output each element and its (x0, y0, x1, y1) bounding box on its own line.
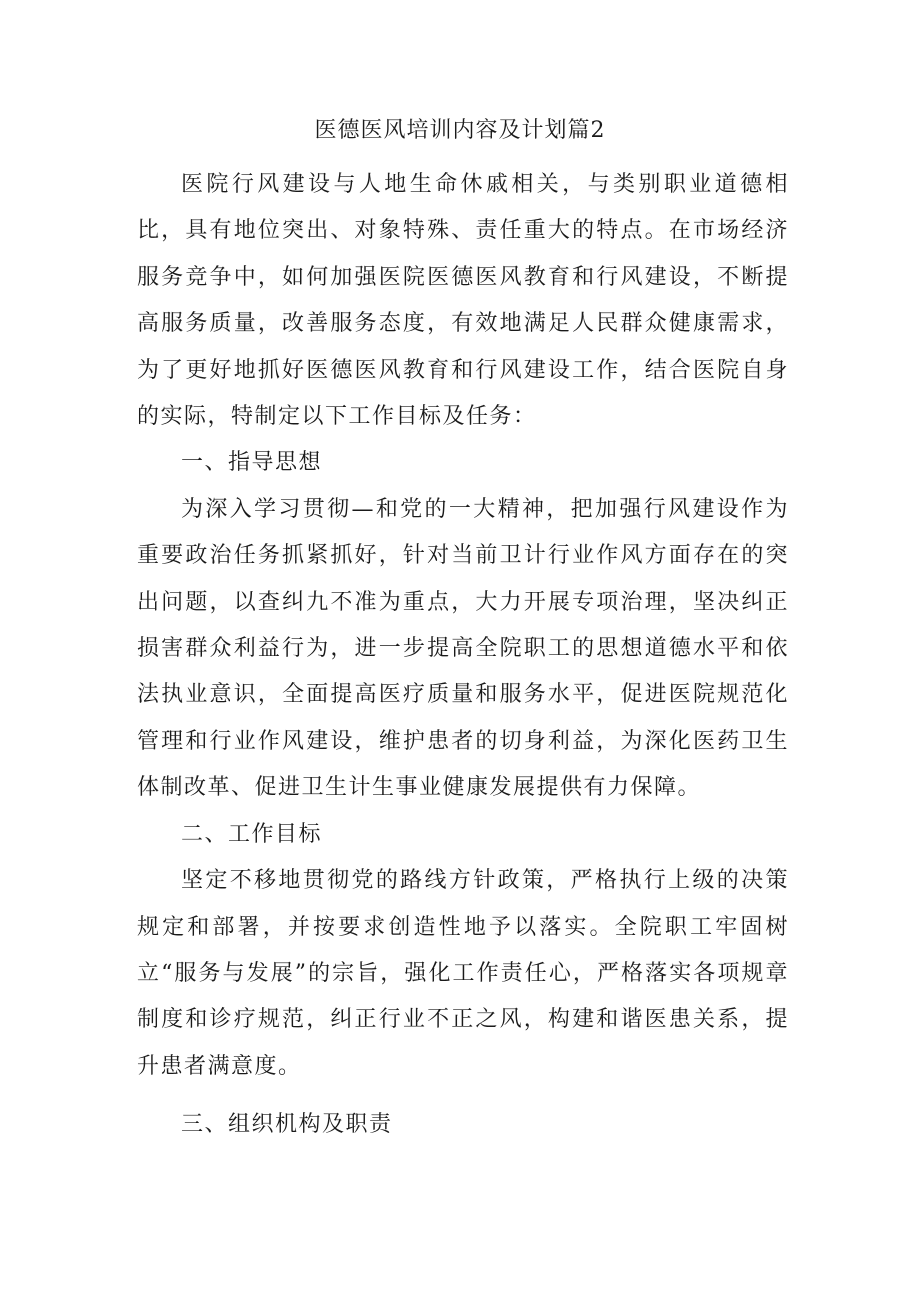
section-heading-work-goals: 二、工作目标 (181, 821, 323, 847)
intro-paragraph: 医院行风建设与人地生命休戚相关，与类别职业道德相比，具有地位突出、对象特殊、责任重大的特点。在市场经济服务竞争中，如何加强医院医德医风教育和行风建设，不断提高服务质量，改善服务态度，有效地满足人民群众健康需求，为了更好地抓好医德医风教育和行风建设工作，结合医院自身的实际，特制定以下工作目标及任务： (137, 172, 789, 430)
section-paragraph-work-goals: 坚定不移地贯彻党的路线方针政策，严格执行上级的决策规定和部署，并按要求创造性地予以落实。全院职工牢固树立“服务与发展”的宗旨，强化工作责任心，严格落实各项规章制度和诊疗规范，纠正行业不正之风，构建和谐医患关系，提升患者满意度。 (137, 868, 789, 1079)
document-body (137, 162, 789, 1149)
document-title: 医德医风培训内容及计划篇2 (314, 118, 606, 143)
section-heading-organization: 三、组织机构及职责 (181, 1112, 393, 1138)
section-paragraph-guiding-ideology: 为深入学习贯彻—和党的一大精神，把加强行风建设作为重要政治任务抓紧抓好，针对当前卫计行业作风方面存在的突出问题，以查纠九不准为重点，大力开展专项治理，坚决纠正损害群众利益行为，进一步提高全院职工的思想道德水平和依法执业意识，全面提高医疗质量和服务水平，促进医院规范化管理和行业作风建设，维护患者的切身利益，为深化医药卫生体制改革、促进卫生计生事业健康发展提供有力保障。 (137, 496, 789, 801)
section-heading-guiding-ideology: 一、指导思想 (181, 450, 323, 476)
